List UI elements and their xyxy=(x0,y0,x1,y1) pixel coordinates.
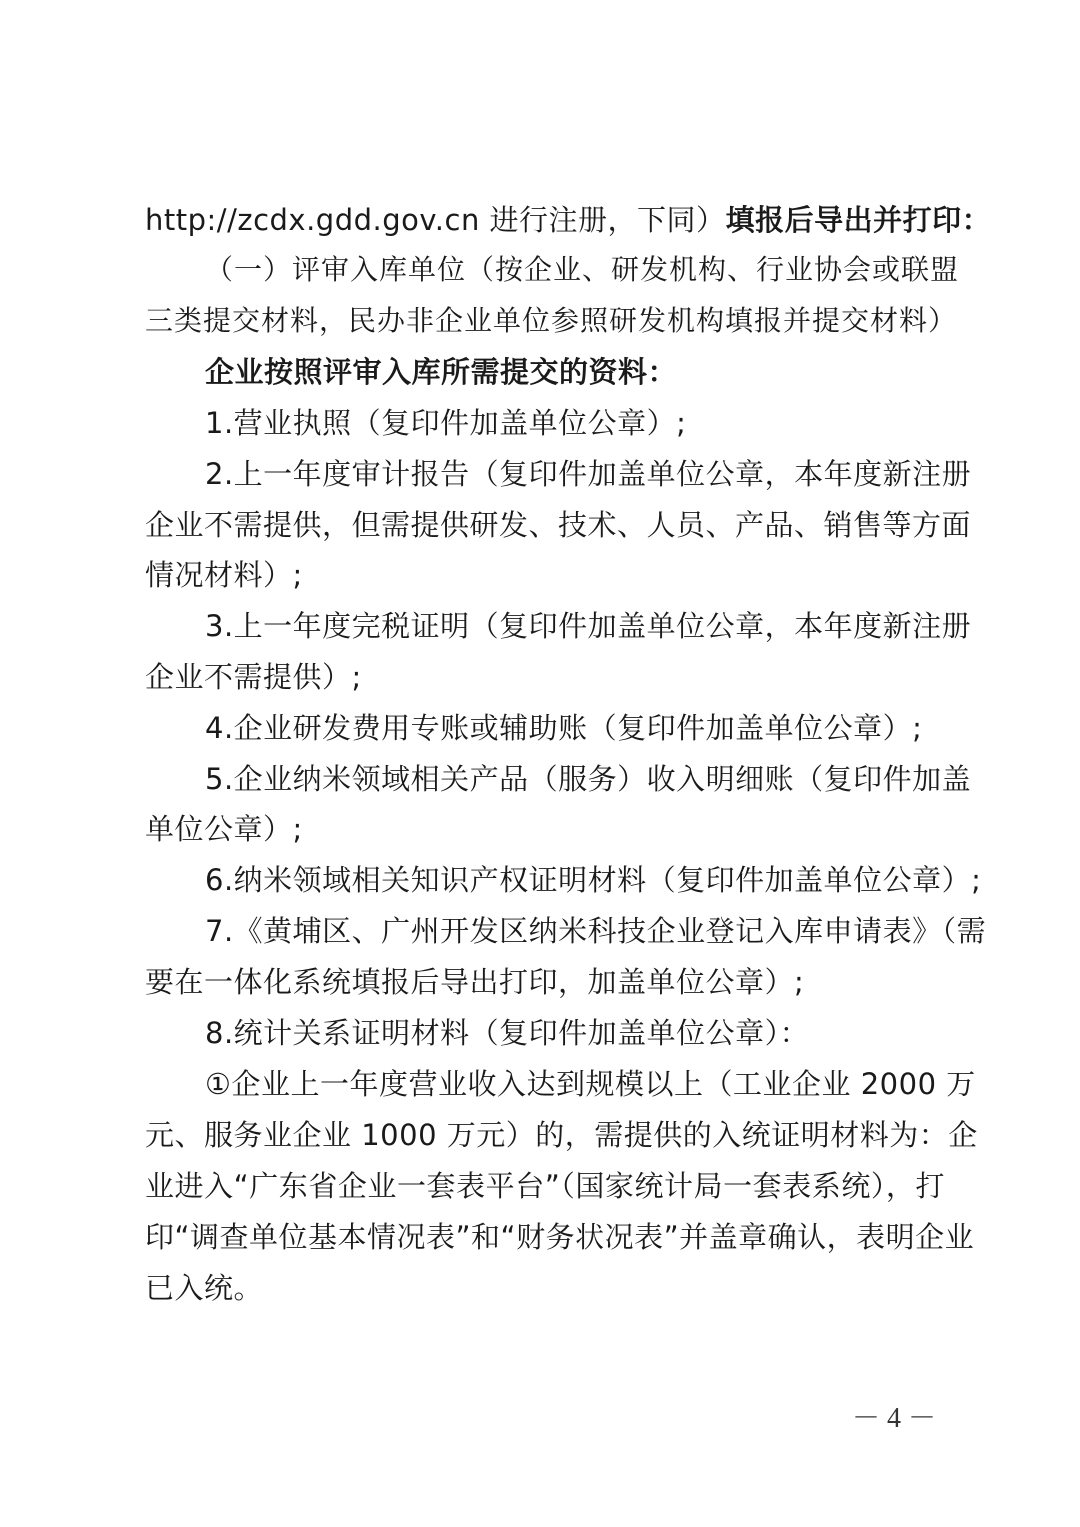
subheading: 企业按照评审入库所需提交的资料： xyxy=(205,355,678,389)
item-4: 4.企业研发费用专账或辅助账（复印件加盖单位公章）; xyxy=(205,711,923,745)
url-text: http://zcdx.gdd.gov.cn 进行注册，下同） xyxy=(145,203,726,237)
item-2-line-3: 情况材料）; xyxy=(145,558,303,592)
bold-instruction: 填报后导出并打印： xyxy=(725,203,992,237)
item-7-line-1: 7.《黄埔区、广州开发区纳米科技企业登记入库申请表》（需 xyxy=(205,914,987,948)
text-line-url xyxy=(145,202,991,238)
section-heading-line-2: 三类提交材料，民办非企业单位参照研发机构填报并提交材料） xyxy=(145,304,958,337)
item-8-sub-1-line-2: 元、服务业企业 1000 万元）的，需提供的入统证明材料为：企 xyxy=(145,1118,978,1152)
item-2-line-1: 2.上一年度审计报告（复印件加盖单位公章，本年度新注册 xyxy=(205,457,972,491)
item-5-line-2: 单位公章）; xyxy=(145,812,303,846)
item-8-sub-1-line-1: ①企业上一年度营业收入达到规模以上（工业企业 2000 万 xyxy=(205,1067,976,1101)
item-8: 8.统计关系证明材料（复印件加盖单位公章）： xyxy=(205,1016,810,1050)
item-8-sub-1-line-5: 已入统。 xyxy=(145,1271,264,1305)
item-3-line-2: 企业不需提供）; xyxy=(145,660,362,694)
item-7-line-2: 要在一体化系统填报后导出打印，加盖单位公章）; xyxy=(145,965,805,999)
item-2-line-2: 企业不需提供，但需提供研发、技术、人员、产品、销售等方面 xyxy=(145,508,972,542)
item-6: 6.纳米领域相关知识产权证明材料（复印件加盖单位公章）; xyxy=(205,863,982,897)
item-1: 1.营业执照（复印件加盖单位公章）; xyxy=(205,406,687,440)
item-3-line-1: 3.上一年度完税证明（复印件加盖单位公章，本年度新注册 xyxy=(205,609,972,643)
item-8-sub-1-line-4: 印“调查单位基本情况表”和“财务状况表”并盖章确认，表明企业 xyxy=(145,1220,975,1254)
page-number: － 4 － xyxy=(852,1403,937,1434)
item-8-sub-1-line-3: 业进入“广东省企业一套表平台”（国家统计局一套表系统），打 xyxy=(145,1169,945,1203)
section-heading-line-1: （一）评审入库单位（按企业、研发机构、行业协会或联盟 xyxy=(205,253,960,286)
item-5-line-1: 5.企业纳米领域相关产品（服务）收入明细账（复印件加盖 xyxy=(205,762,972,796)
